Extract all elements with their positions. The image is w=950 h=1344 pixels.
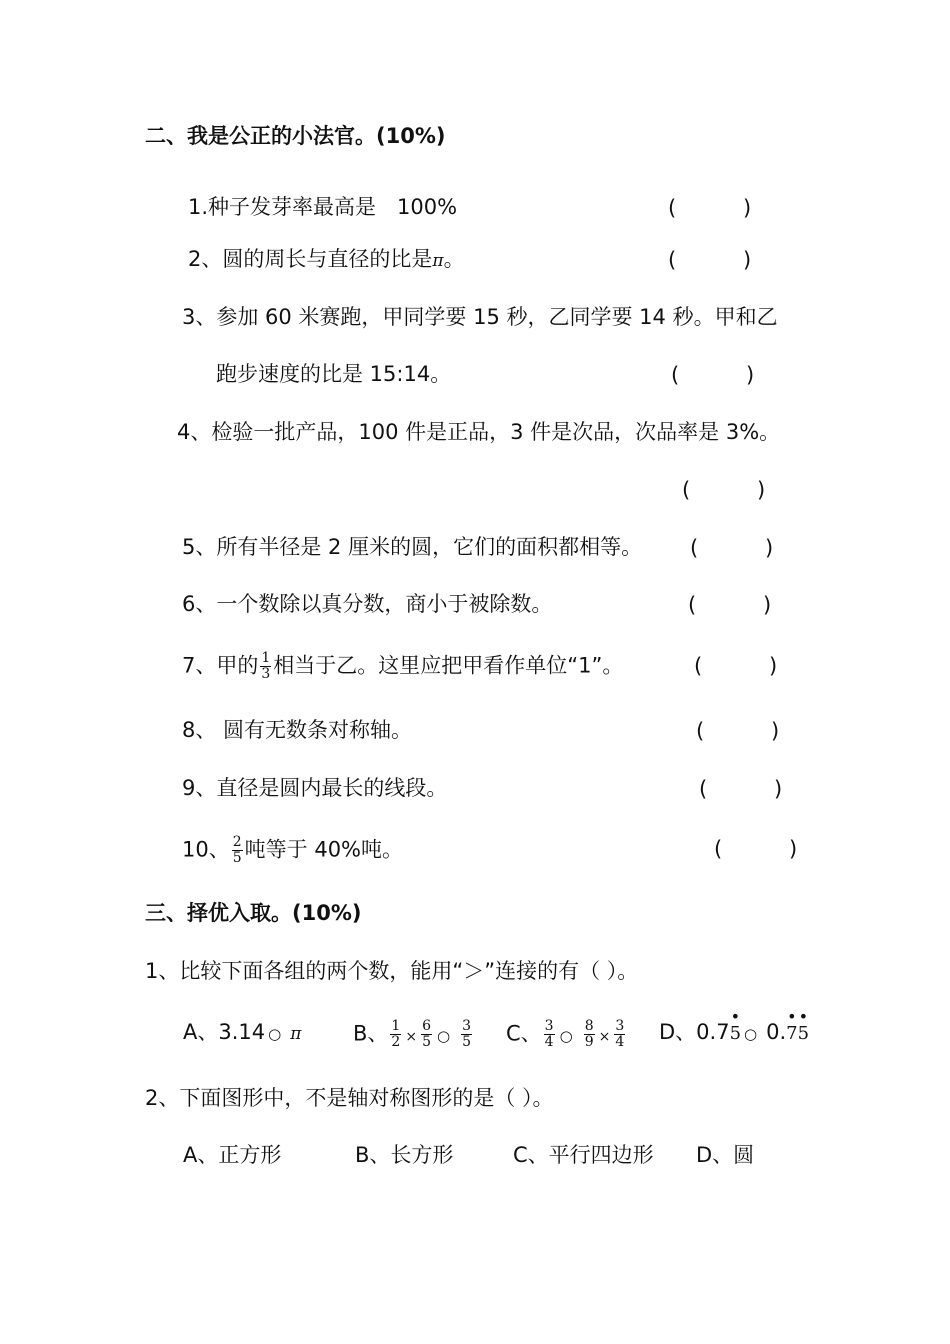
choice-question-2: 2、下面图形中，不是轴对称图形的是（ ）。: [145, 1086, 554, 1110]
compare-circle-icon: ○: [559, 1026, 573, 1045]
answer-paren-2[interactable]: ( ): [668, 248, 752, 272]
compare-circle-icon: ○: [437, 1026, 451, 1045]
pi-symbol: π: [432, 251, 444, 271]
section2-title: 二、我是公正的小法官。(10%): [145, 124, 446, 148]
fraction-two-fifths: $\frac{2}{5}$: [232, 834, 242, 866]
item-7-prefix: 7、甲的: [182, 653, 259, 678]
answer-paren-5[interactable]: ( ): [690, 536, 774, 560]
q1-option-d[interactable]: D、0.7 • 5 ○ 0. • 7 • 5: [659, 1019, 809, 1047]
judgement-item-6: 6、一个数除以真分数，商小于被除数。: [182, 592, 553, 616]
judgement-item-10: [182, 835, 403, 866]
answer-paren-10[interactable]: ( ): [714, 837, 798, 861]
judgement-item-4: 4、检验一批产品，100 件是正品，3 件是次品，次品率是 3%。: [177, 420, 781, 444]
judgement-item-7: [182, 651, 623, 682]
judgement-item-1: 1.种子发芽率最高是 100%: [188, 195, 458, 219]
q2-option-d[interactable]: D、圆: [696, 1143, 755, 1167]
q2-option-b[interactable]: B、长方形: [355, 1143, 454, 1167]
item-7-suffix: 相当于乙。这里应把甲看作单位“1”。: [273, 653, 624, 678]
judgement-item-3-line1: 3、参加 60 米赛跑，甲同学要 15 秒，乙同学要 14 秒。甲和乙: [182, 305, 778, 329]
judgement-item-2: [188, 246, 465, 274]
repeating-digit: • 5: [729, 1007, 742, 1044]
item-2-suffix: 。: [443, 247, 465, 271]
answer-paren-6[interactable]: ( ): [688, 593, 772, 617]
q1-option-c[interactable]: C、 $\frac{3}{4}$ ○ $\frac{8}{9}$ × $\frac{3}{4}$: [506, 1018, 625, 1050]
item-2-prefix: 2、圆的周长与直径的比是: [188, 247, 433, 271]
answer-paren-3[interactable]: ( ): [671, 363, 755, 387]
q1-option-a[interactable]: A、3.14 ○ π: [183, 1020, 302, 1044]
compare-circle-icon: ○: [744, 1025, 758, 1043]
judgement-item-3-line2: 跑步速度的比是 15:14。: [216, 362, 452, 386]
item-10-prefix: 10、: [182, 837, 230, 862]
answer-paren-7[interactable]: ( ): [694, 654, 778, 678]
q2-option-a[interactable]: A、正方形: [183, 1143, 282, 1167]
repeating-digit: • 5: [797, 1007, 810, 1044]
pi-symbol: π: [290, 1024, 302, 1044]
choice-question-1: 1、比较下面各组的两个数，能用“＞”连接的有（ ）。: [145, 959, 639, 983]
answer-paren-8[interactable]: ( ): [696, 719, 780, 743]
q1-option-b[interactable]: B、 $\frac{1}{2}$ × $\frac{6}{5}$ ○ $\frac{3}{5}$: [353, 1018, 472, 1050]
judgement-item-8: 8、 圆有无数条对称轴。: [182, 718, 413, 742]
section3-title: 三、择优入取。(10%): [145, 901, 362, 925]
answer-paren-1[interactable]: ( ): [668, 196, 752, 220]
compare-circle-icon: ○: [268, 1025, 282, 1043]
answer-paren-9[interactable]: ( ): [699, 777, 783, 801]
answer-paren-4[interactable]: ( ): [682, 478, 766, 502]
judgement-item-5: 5、所有半径是 2 厘米的圆，它们的面积都相等。: [182, 535, 643, 559]
item-10-suffix: 吨等于 40%吨。: [244, 837, 404, 862]
q2-option-c[interactable]: C、平行四边形: [513, 1143, 654, 1167]
repeating-digit: • 7: [786, 1007, 798, 1044]
judgement-item-9: 9、直径是圆内最长的线段。: [182, 776, 448, 800]
fraction-one-third: $\frac{1}{3}$: [261, 650, 271, 682]
